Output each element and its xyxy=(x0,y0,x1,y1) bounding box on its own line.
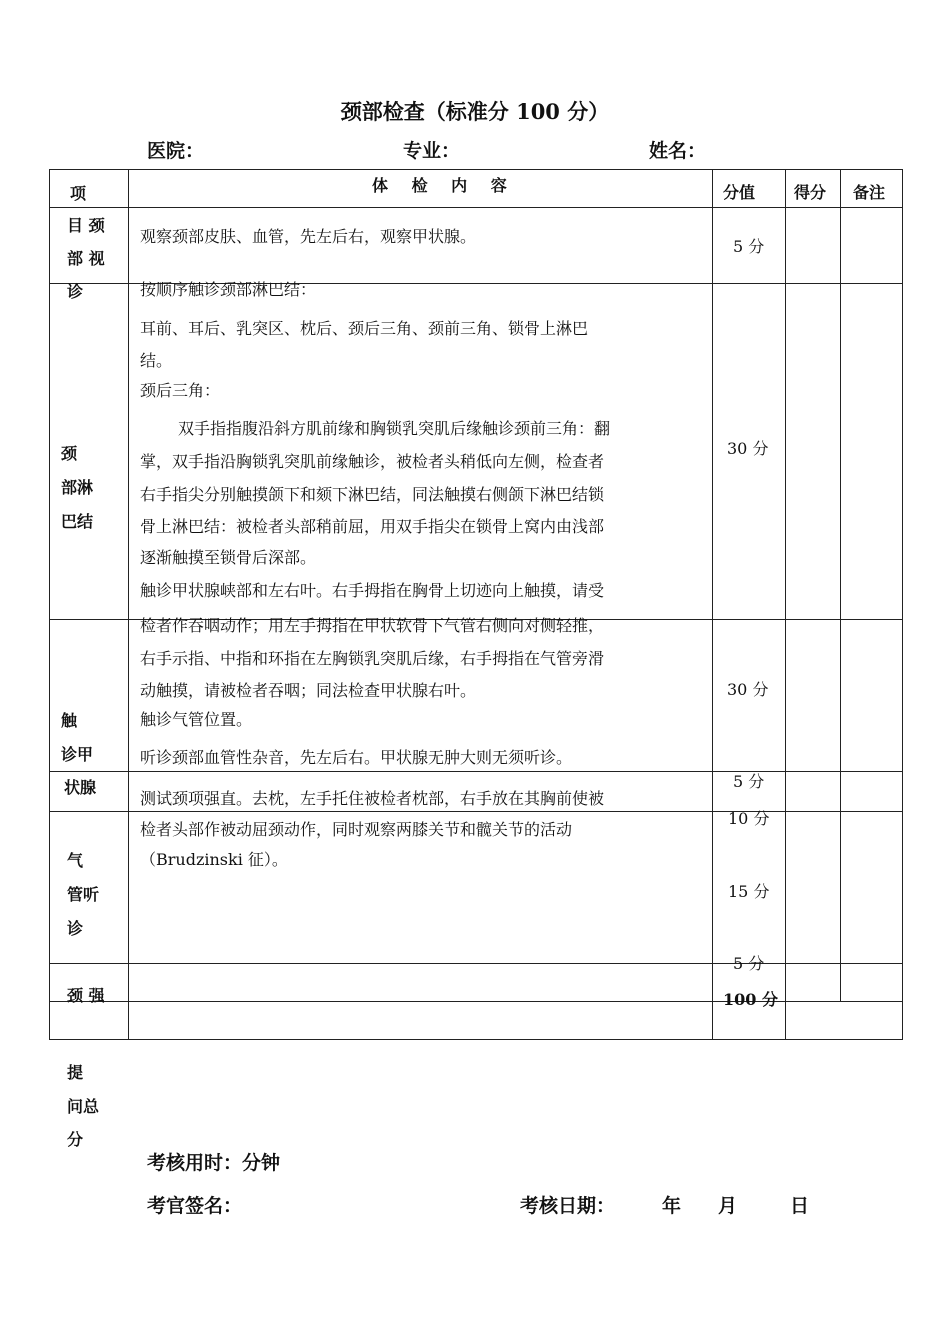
content-line: 触诊甲状腺峡部和左右叶。右手拇指在胸骨上切迹向上触摸，请受 xyxy=(140,581,605,600)
name-label: 姓名： xyxy=(649,140,707,162)
col-header-note: 备注 xyxy=(853,183,886,202)
score-value: 15 分 xyxy=(728,882,770,901)
date-month: 月 xyxy=(718,1195,738,1217)
item-label: 诊 xyxy=(67,282,84,301)
table-col-divider xyxy=(712,169,713,1040)
item-label: 目 颈 xyxy=(67,216,105,235)
content-line: 逐渐触摸至锁骨后深部。 xyxy=(140,548,317,567)
table-border-top xyxy=(49,169,903,170)
date-day: 日 xyxy=(790,1195,810,1217)
content-line: 测试颈项强直。去枕，左手托住被检者枕部，右手放在其胸前使被 xyxy=(140,789,605,808)
content-line: 听诊颈部血管性杂音，先左后右。甲状腺无肿大则无须听诊。 xyxy=(140,748,573,767)
exam-date-label: 考核日期： xyxy=(520,1195,616,1217)
score-value: 5 分 xyxy=(733,237,765,256)
item-label: 气 xyxy=(67,851,84,870)
item-label: 问总 xyxy=(67,1097,100,1116)
content-line: 双手指指腹沿斜方肌前缘和胸锁乳突肌后缘触诊颈前三角：翻 xyxy=(178,419,611,438)
table-rule xyxy=(49,963,903,964)
content-line: 骨上淋巴结：被检者头部稍前屈，用双手指尖在锁骨上窝内由浅部 xyxy=(140,517,605,536)
table-border-right xyxy=(902,169,903,1040)
content-line: 耳前、耳后、乳突区、枕后、颈后三角、颈前三角、锁骨上淋巴 xyxy=(140,319,589,338)
content-line: 结。 xyxy=(140,351,173,370)
total-score: 100 分 xyxy=(723,990,778,1009)
content-line: 检者作吞咽动作；用左手拇指在甲状软骨下气管右侧向对侧轻推， xyxy=(140,616,605,635)
item-label: 状腺 xyxy=(64,778,97,797)
table-border-left xyxy=(49,169,50,1040)
score-value: 30 分 xyxy=(727,680,769,699)
score-value: 10 分 xyxy=(728,809,770,828)
table-col-divider xyxy=(128,169,129,1040)
score-value: 5 分 xyxy=(733,772,765,791)
table-col-divider xyxy=(785,169,786,1040)
content-line: 右手指尖分别触摸颌下和颏下淋巴结，同法触摸右侧颌下淋巴结锁 xyxy=(140,485,605,504)
content-line: 观察颈部皮肤、血管，先左后右，观察甲状腺。 xyxy=(140,227,477,246)
major-label: 专业： xyxy=(403,140,461,162)
item-label: 颈 xyxy=(61,444,78,463)
item-label: 诊甲 xyxy=(61,745,94,764)
col-header-item: 项 xyxy=(70,184,87,203)
item-label: 部淋 xyxy=(61,478,94,497)
content-line: 检者头部作被动屈颈动作，同时观察两膝关节和髋关节的活动 xyxy=(140,820,573,839)
content-line: （Brudzinski 征）。 xyxy=(140,850,288,869)
item-label: 提 xyxy=(67,1063,84,1082)
date-year: 年 xyxy=(662,1195,682,1217)
item-label: 管听 xyxy=(67,885,100,904)
table-rule xyxy=(49,207,903,208)
page-title: 颈部检查（标准分 100 分） xyxy=(340,99,610,124)
item-label: 部 视 xyxy=(67,249,105,268)
examiner-signature: 考官签名： xyxy=(147,1195,243,1217)
table-border-bottom xyxy=(49,1039,903,1040)
exam-time: 考核用时：分钟 xyxy=(147,1152,281,1174)
table-col-divider xyxy=(840,169,841,1001)
item-label: 分 xyxy=(67,1130,84,1149)
score-value: 5 分 xyxy=(733,954,765,973)
content-line: 右手示指、中指和环指在左胸锁乳突肌后缘，右手拇指在气管旁滑 xyxy=(140,649,605,668)
score-value: 30 分 xyxy=(727,439,769,458)
item-label: 颈 强 xyxy=(67,986,105,1005)
content-line: 按顺序触诊颈部淋巴结： xyxy=(140,280,317,299)
item-label: 巴结 xyxy=(61,512,94,531)
content-line: 触诊气管位置。 xyxy=(140,710,253,729)
col-header-value: 分值 xyxy=(723,183,756,202)
content-line: 颈后三角： xyxy=(140,381,221,400)
hospital-label: 医院： xyxy=(147,140,205,162)
item-label: 诊 xyxy=(67,919,84,938)
content-line: 掌，双手指沿胸锁乳突肌前缘触诊，被检者头稍低向左侧，检查者 xyxy=(140,452,605,471)
content-line: 动触摸，请被检者吞咽；同法检查甲状腺右叶。 xyxy=(140,681,477,700)
col-header-score: 得分 xyxy=(794,183,827,202)
col-header-content: 体 检 内 容 xyxy=(372,176,509,195)
item-label: 触 xyxy=(61,711,78,730)
